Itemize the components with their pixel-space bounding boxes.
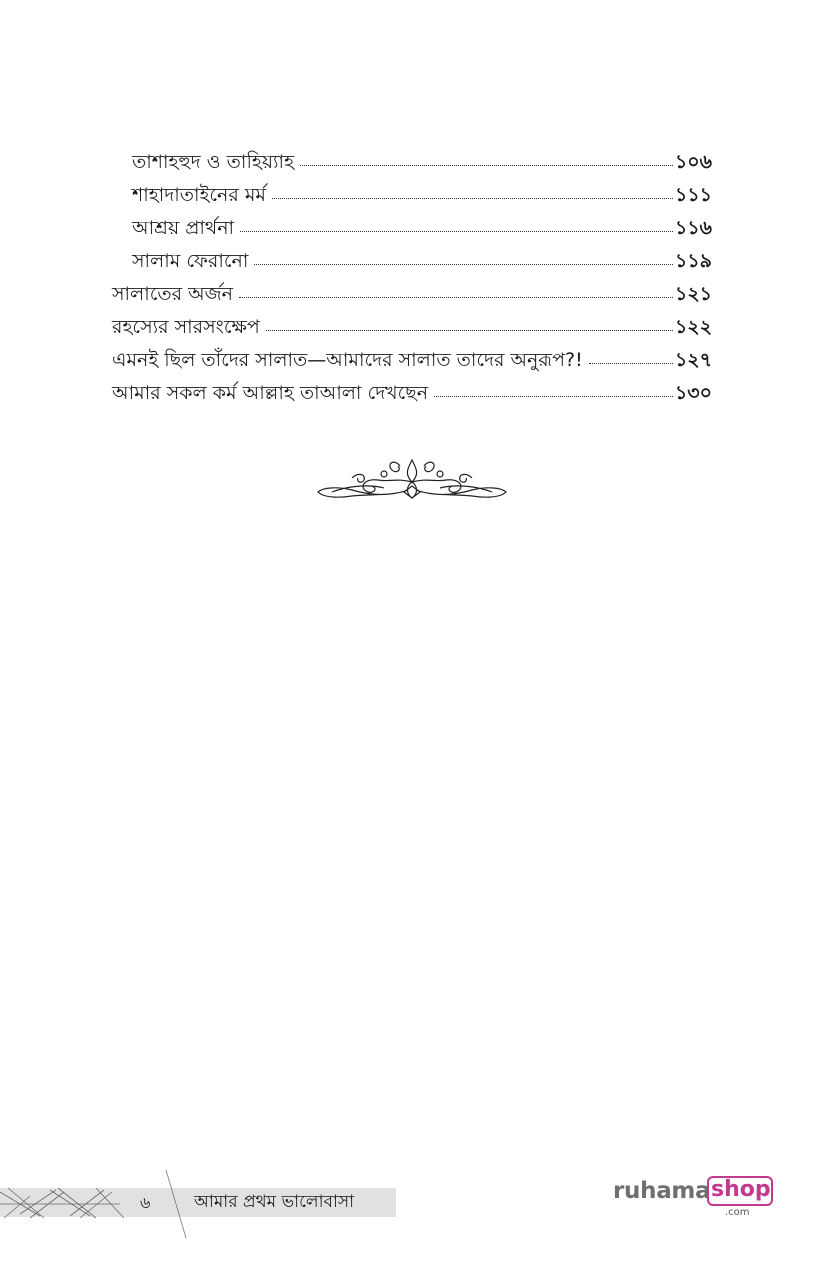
toc-entry-page: ১১৯ <box>675 250 712 272</box>
running-book-title: আমার প্রথম ভালোবাসা <box>194 1192 355 1212</box>
ruhamashop-logo <box>613 1174 783 1224</box>
toc-entry-page: ১০৬ <box>674 151 712 173</box>
toc-entry-title: তাশাহহুদ ও তাহিয়্যাহ <box>132 151 295 173</box>
page-number: ৬ <box>140 1193 151 1212</box>
toc-entry-title: আশ্রয় প্রার্থনা <box>132 217 235 239</box>
toc-leader-dots <box>589 363 673 364</box>
logo-name-text: ruhama <box>613 1178 711 1204</box>
toc-leader-dots <box>254 264 673 265</box>
toc-entry-title: শাহাদাতাইনের মর্ম <box>132 184 266 206</box>
footer-geometric-pattern-icon <box>0 1178 130 1228</box>
toc-entry-title: রহস্যের সারসংক্ষেপ <box>112 316 260 338</box>
toc-entry[interactable] <box>112 179 712 212</box>
decorative-flourish-icon <box>312 452 512 508</box>
toc-entry-title: সালাতের অর্জন <box>112 283 233 305</box>
toc-entry-page: ১৩০ <box>674 382 712 404</box>
toc-entry-page: ১২২ <box>674 316 712 338</box>
logo-shop-text: shop <box>711 1177 771 1202</box>
toc-entry[interactable] <box>112 311 712 344</box>
toc-entry-title: আমার সকল কর্ম আল্লাহ তাআলা দেখছেন <box>112 382 429 404</box>
toc-leader-dots <box>266 330 673 331</box>
toc-entry-page: ১২১ <box>674 283 712 305</box>
toc-entry-title: সালাম ফেরানো <box>132 250 249 272</box>
toc-entry-page: ১১১ <box>675 184 712 206</box>
toc-entry[interactable] <box>112 377 712 410</box>
toc-leader-dots <box>272 198 673 199</box>
toc-entry-page: ১১৬ <box>674 217 712 239</box>
toc-entry[interactable] <box>112 278 712 311</box>
toc-leader-dots <box>240 231 673 232</box>
toc-entry-page: ১২৭ <box>674 349 712 371</box>
toc-leader-dots <box>239 297 673 298</box>
toc-leader-dots <box>300 165 673 166</box>
toc-leader-dots <box>434 396 673 397</box>
toc-entry[interactable] <box>112 245 712 278</box>
toc-entry-title: এমনই ছিল তাঁদের সালাত—আমাদের সালাত তাদের অনুরূপ?! <box>112 349 583 371</box>
logo-domain-text: .com <box>725 1207 750 1218</box>
toc-entry[interactable] <box>112 212 712 245</box>
toc-entry[interactable] <box>112 344 712 377</box>
table-of-contents <box>112 146 712 410</box>
toc-entry[interactable] <box>112 146 712 179</box>
footer-divider-line <box>162 1170 192 1238</box>
